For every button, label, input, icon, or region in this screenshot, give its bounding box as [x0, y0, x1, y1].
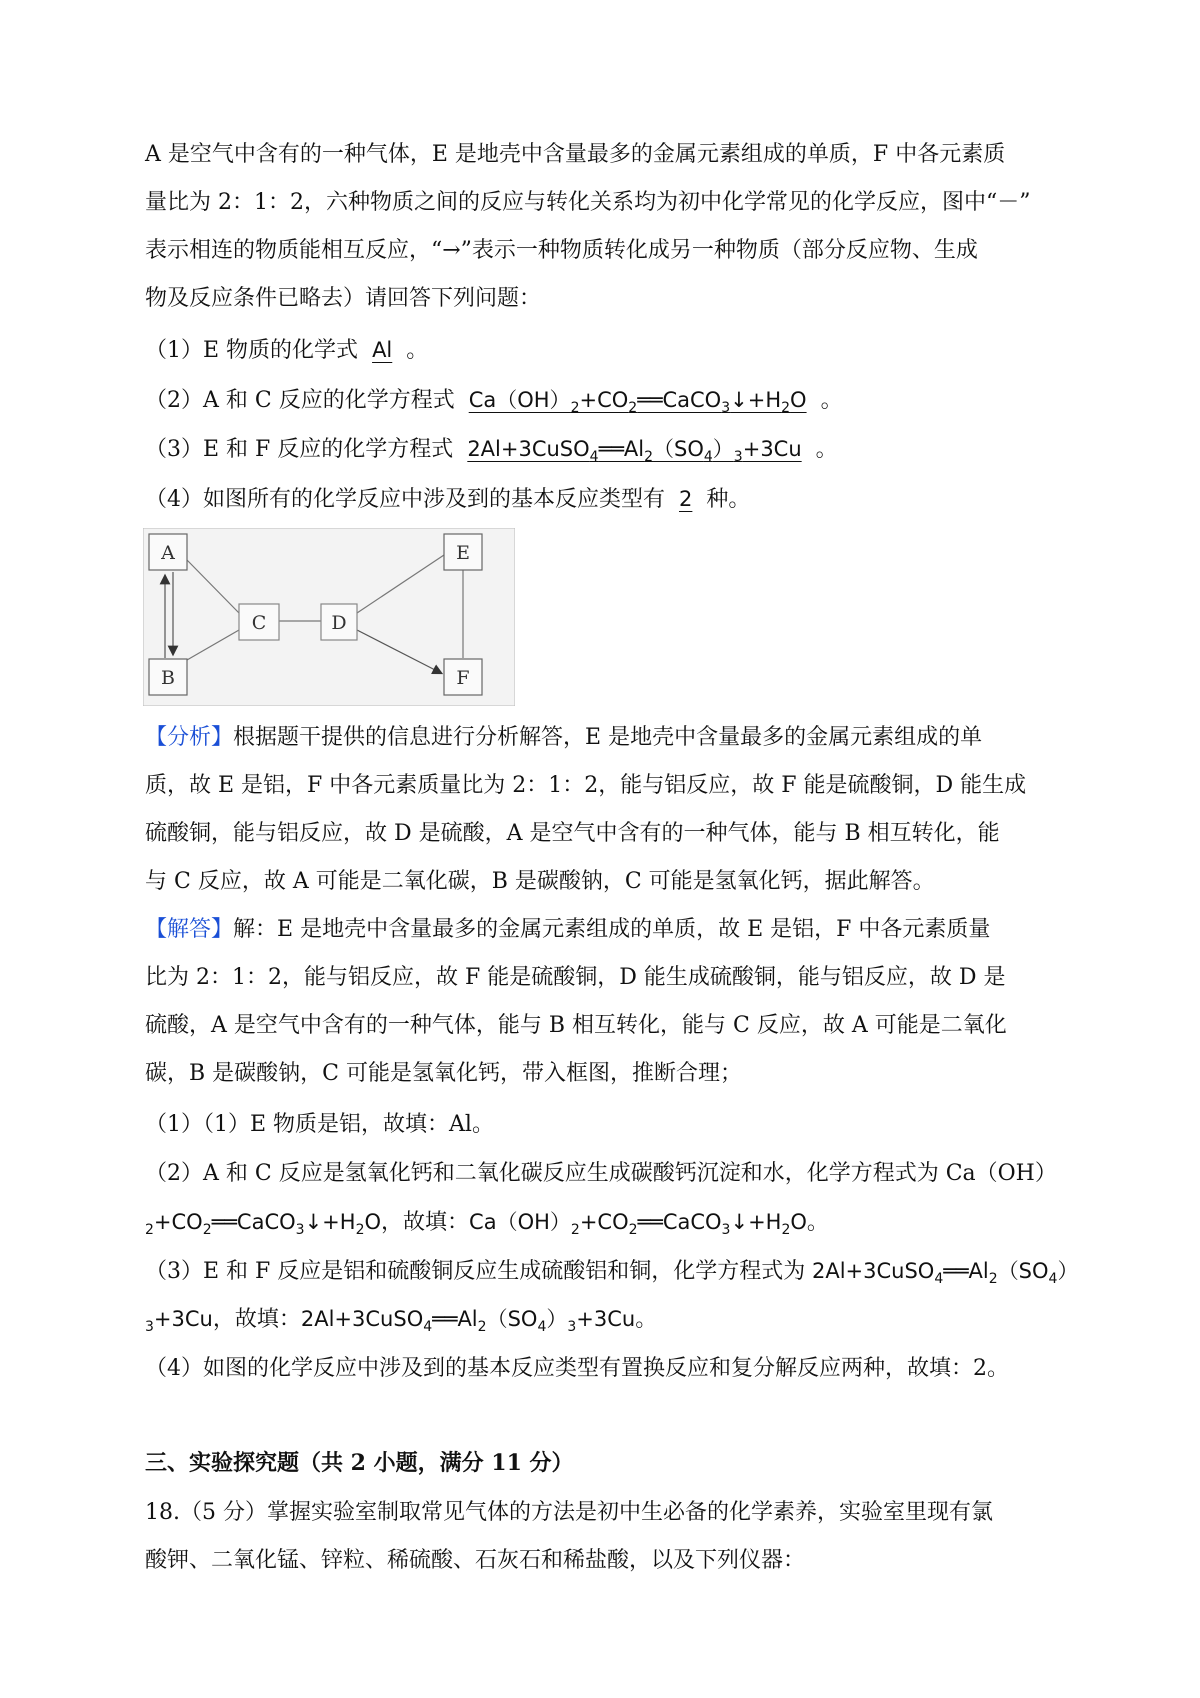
solution-line-4: 碳，B 是碳酸钠，C 可能是氢氧化钙，带入框图，推断合理； [145, 1061, 742, 1086]
step3-end: 。 [635, 1307, 658, 1332]
solution-step-2-line-1: （2）A 和 C 反应是氢氧化钙和二氧化碳反应生成碳酸钙沉淀和水，化学方程式为 Ca（OH） [145, 1161, 1057, 1186]
reaction-diagram [143, 528, 515, 706]
solution-tag: 【解答】 [145, 917, 234, 942]
q3-answer-equation: $2Al+3CuSO_4══Al_2(SO_4)_3+3Cu$ [467, 437, 802, 465]
solution-line-1 [145, 915, 990, 945]
analysis-line-3: 硫酸铜，能与铝反应，故 D 是硫酸，A 是空气中含有的一种气体，能与 B 相互转化，能 [145, 821, 1000, 846]
intro-line-2: 量比为 2：1：2，六种物质之间的反应与转化关系均为初中化学常见的化学反应，图中“－” [145, 190, 1031, 215]
question-18-line-2: 酸钾、二氧化锰、锌粒、稀硫酸、石灰石和稀盐酸，以及下列仪器： [145, 1548, 806, 1573]
node-c [239, 604, 279, 640]
analysis-line-1 [145, 723, 982, 753]
analysis-line-2: 质，故 E 是铝，F 中各元素质量比为 2：1：2，能与铝反应，故 F 能是硫酸铜，D 能生成 [145, 773, 1027, 798]
q3-prefix: （3）E 和 F 反应的化学方程式 [145, 437, 454, 462]
svg-text:A: A [161, 542, 175, 564]
q4-answer: 2 [679, 487, 693, 511]
step2-fill-equation: $Ca(OH)_2+CO_2══CaCO_3↓+H_2O$ [469, 1210, 807, 1238]
svg-text:B: B [161, 667, 175, 689]
svg-text:C: C [251, 612, 267, 634]
solution-step-1: （1）（1）E 物质是铝，故填：Al。 [145, 1112, 494, 1137]
q1-answer: Al [372, 338, 393, 362]
step3-fill-equation: $2Al+3CuSO_4══Al_2(SO_4)_3+3Cu$ [300, 1307, 636, 1335]
intro-line-1: A 是空气中含有的一种气体，E 是地壳中含量最多的金属元素组成的单质，F 中各元素质 [145, 142, 1006, 167]
section-heading: 三、实验探究题（共 2 小题，满分 11 分） [145, 1450, 574, 1476]
q2-answer-equation: $Ca(OH)_2+CO_2══CaCO_3↓+H_2O$ [468, 388, 807, 416]
q1-suffix: 。 [406, 338, 429, 363]
question-18-line-1: 18.（5 分）掌握实验室制取常见气体的方法是初中生必备的化学素养，实验室里现有氯 [145, 1500, 993, 1525]
question-4 [145, 484, 750, 515]
q1-prefix: （1）E 物质的化学式 [145, 338, 359, 363]
node-d [321, 604, 357, 640]
step3-text: （3）E 和 F 反应是铝和硫酸铜反应生成硫酸铝和铜，化学方程式为 [145, 1259, 806, 1284]
step2-fill-text: ，故填： [381, 1210, 470, 1235]
step3-fill-text: ，故填： [212, 1307, 301, 1332]
step2-end: 。 [806, 1210, 829, 1235]
step2-equation-end: $_2+CO_2══CaCO_3↓+H_2O$ [145, 1210, 382, 1238]
svg-text:D: D [331, 612, 347, 634]
step3-equation-end: $_3$+3Cu [145, 1307, 213, 1335]
analysis-line-4: 与 C 反应，故 A 可能是二氧化碳，B 是碳酸钠，C 可能是氢氧化钙，据此解答。 [145, 869, 935, 894]
question-1 [145, 335, 428, 366]
solution-step-2-line-2 [145, 1207, 829, 1238]
solution-step-4: （4）如图的化学反应中涉及到的基本反应类型有置换反应和复分解反应两种，故填：2。 [145, 1356, 1009, 1381]
svg-text:F: F [456, 667, 470, 689]
solution-step-3-line-2 [145, 1304, 657, 1335]
step3-equation-start: $2Al+3CuSO_4══Al_2(SO_4)$ [805, 1259, 1079, 1287]
question-3 [145, 434, 838, 465]
question-2 [145, 385, 843, 416]
node-a [149, 534, 187, 570]
node-e [444, 534, 482, 570]
q2-suffix: 。 [820, 388, 843, 413]
q3-suffix: 。 [815, 437, 838, 462]
analysis-tag: 【分析】 [145, 725, 234, 750]
node-b [149, 659, 187, 695]
solution-text-1: 解：E 是地壳中含量最多的金属元素组成的单质，故 E 是铝，F 中各元素质量 [233, 917, 991, 942]
svg-text:E: E [456, 542, 470, 564]
q4-prefix: （4）如图所有的化学反应中涉及到的基本反应类型有 [145, 487, 665, 512]
intro-line-3: 表示相连的物质能相互反应，“→”表示一种物质转化成另一种物质（部分反应物、生成 [145, 238, 978, 263]
solution-line-3: 硫酸，A 是空气中含有的一种气体，能与 B 相互转化，能与 C 反应，故 A 可能是二氧化 [145, 1013, 1007, 1038]
solution-step-3-line-1 [145, 1256, 1078, 1287]
intro-line-4: 物及反应条件已略去）请回答下列问题： [145, 286, 542, 311]
solution-line-2: 比为 2：1：2，能与铝反应，故 F 能是硫酸铜，D 能生成硫酸铜，能与铝反应，故 D 是 [145, 965, 1006, 990]
q2-prefix: （2）A 和 C 反应的化学方程式 [145, 388, 455, 413]
node-f [444, 659, 482, 695]
q4-suffix: 种。 [706, 487, 751, 512]
analysis-text-1: 根据题干提供的信息进行分析解答，E 是地壳中含量最多的金属元素组成的单 [233, 725, 983, 750]
